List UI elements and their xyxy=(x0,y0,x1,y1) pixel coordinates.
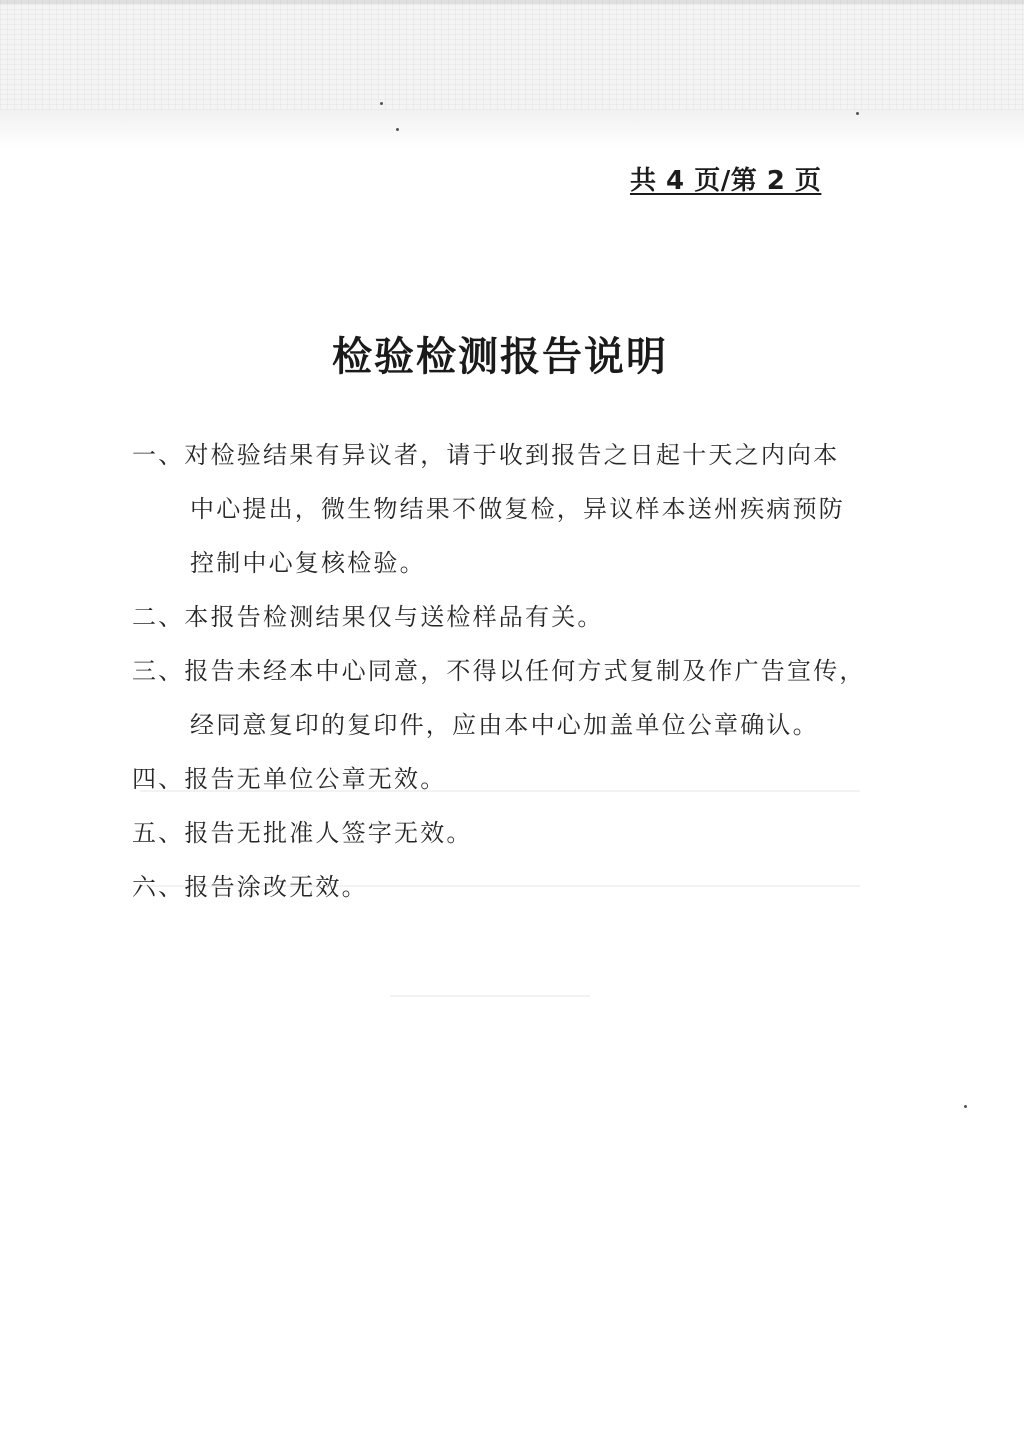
scan-artifact-top xyxy=(0,0,1024,110)
item-line: 本报告检测结果仅与送检样品有关。 xyxy=(184,603,604,631)
item-line: 报告未经本中心同意，不得以任何方式复制及作广告宣传， xyxy=(184,657,866,685)
item-line: 报告无批准人签字无效。 xyxy=(184,819,473,847)
item-line: 报告涂改无效。 xyxy=(184,873,368,901)
item-marker: 三、 xyxy=(132,657,185,685)
item-marker: 四、 xyxy=(132,765,185,793)
scan-speck xyxy=(380,102,383,105)
list-item-4 xyxy=(132,752,892,806)
scan-speck xyxy=(396,128,399,131)
item-marker: 一、 xyxy=(132,441,185,469)
scan-speck xyxy=(856,112,859,115)
page-title: 检验检测报告说明 xyxy=(332,333,668,380)
item-line: 控制中心复核检验。 xyxy=(190,549,426,577)
list-item-2 xyxy=(132,590,892,644)
item-line: 经同意复印的复印件，应由本中心加盖单位公章确认。 xyxy=(190,711,819,739)
item-line: 报告无单位公章无效。 xyxy=(184,765,447,793)
item-marker: 二、 xyxy=(132,603,185,631)
scan-speck xyxy=(964,1105,967,1108)
item-marker: 五、 xyxy=(132,819,185,847)
list-item-1 xyxy=(132,428,892,590)
bleed-through-line xyxy=(390,995,590,997)
scan-artifact-fade xyxy=(0,110,1024,150)
list-item-6 xyxy=(132,860,892,914)
list-item-5 xyxy=(132,806,892,860)
list-item-3 xyxy=(132,644,892,752)
item-line: 对检验结果有异议者，请于收到报告之日起十天之内向本 xyxy=(184,441,840,469)
notes-list xyxy=(132,428,892,914)
item-line: 中心提出，微生物结果不做复检，异议样本送州疾病预防 xyxy=(190,495,845,523)
item-marker: 六、 xyxy=(132,873,185,901)
page-indicator: 共 4 页/第 2 页 xyxy=(630,166,822,196)
